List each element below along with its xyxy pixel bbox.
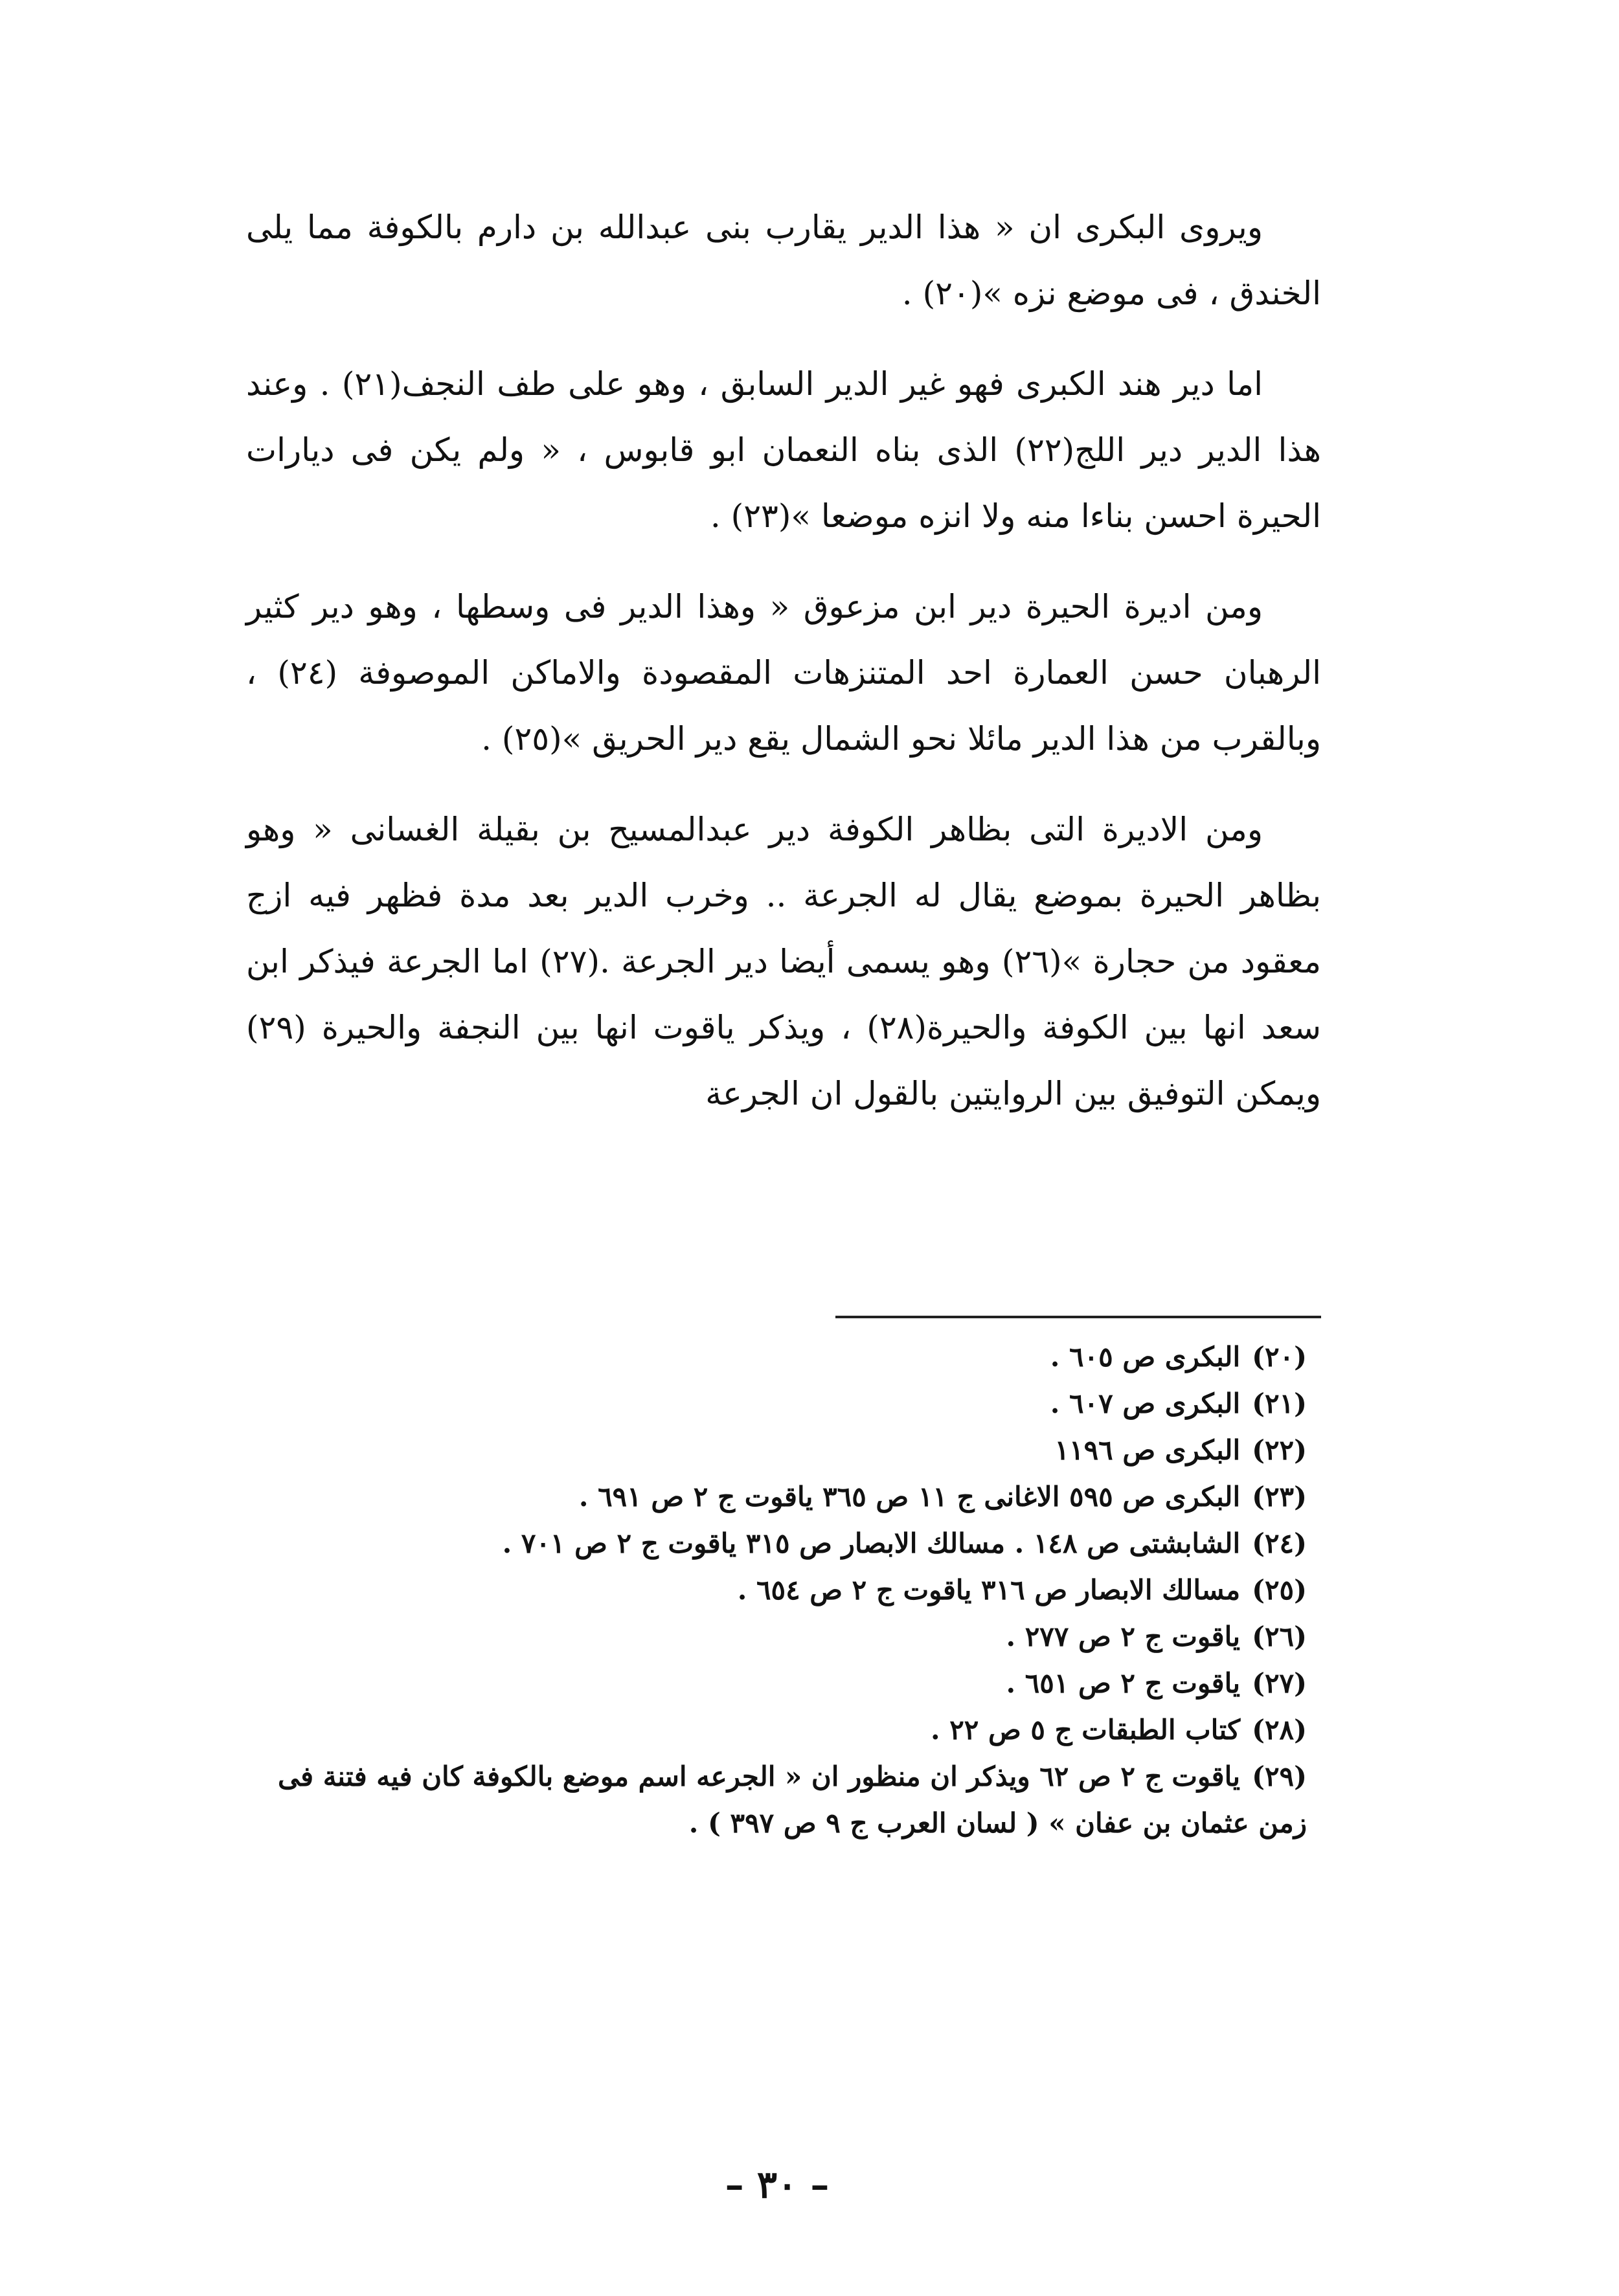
footnote-text: ياقوت ج ٢ ص ٦٢ ويذكر ان منظور ان « الجرعه اسم موضع بالكوفة كان فيه فتنة فى زمن عثمان بن عفان » ( لسان العرب ج ٩ ص ٣٩٧ ) . — [278, 1761, 1307, 1839]
footnote-20 — [246, 1334, 1321, 1380]
footnote-number: ( ٢٥ ) — [1252, 1567, 1307, 1614]
footnote-number: ( ٢٧ ) — [1252, 1660, 1307, 1707]
footnote-28 — [246, 1707, 1321, 1753]
page-number: – ٣٠ – — [725, 2163, 830, 2207]
footnote-24 — [246, 1520, 1321, 1567]
footnote-text: ياقوت ج ٢ ص ٢٧٧ . — [1006, 1621, 1241, 1652]
footnote-number: ( ٢٢ ) — [1252, 1427, 1307, 1474]
footnote-number: ( ٢٨ ) — [1252, 1707, 1307, 1753]
footnote-text: البكرى ص ٦٠٥ . — [1050, 1341, 1241, 1373]
footnote-text: البكرى ص ٦٠٧ . — [1050, 1388, 1241, 1419]
footnote-21 — [246, 1380, 1321, 1427]
footnote-26 — [246, 1614, 1321, 1660]
footnote-text: البكرى ص ٥٩٥ الاغانى ج ١١ ص ٣٦٥ ياقوت ج ٢ ص ٦٩١ . — [578, 1481, 1241, 1513]
footnote-29 — [246, 1753, 1321, 1847]
paragraph-2: اما دير هند الكبرى فهو غير الدير السابق ، وهو على طف النجف(٢١) . وعند هذا الدير دير اللج(٢٢) الذى بناه النعمان ابو قابوس ، « ولم يكن فى ديارات الحيرة احسن بناءا منه ولا انزه موضعا »(٢٣) . — [246, 365, 1321, 535]
footnote-text: الشابشتى ص ١٤٨ . مسالك الابصار ص ٣١٥ ياقوت ج ٢ ص ٧٠١ . — [502, 1527, 1241, 1559]
footnote-number: ( ٢٦ ) — [1252, 1614, 1307, 1660]
footnote-text: مسالك الابصار ص ٣١٦ ياقوت ج ٢ ص ٦٥٤ . — [737, 1574, 1241, 1606]
footnote-text: البكرى ص ١١٩٦ — [1054, 1434, 1241, 1466]
footnote-number: ( ٢٠ ) — [1252, 1334, 1307, 1380]
footnote-25 — [246, 1567, 1321, 1614]
paragraph-3: ومن اديرة الحيرة دير ابن مزعوق « وهذا الدير فى وسطها ، وهو دير كثير الرهبان حسن العمارة احد المتنزهات المقصودة والاماكن الموصوفة (٢٤) ، وبالقرب من هذا الدير مائلا نحو الشمال يقع دير الحريق »(٢٥) . — [246, 588, 1321, 758]
footnote-divider — [835, 1316, 1321, 1318]
footnote-27 — [246, 1660, 1321, 1707]
paragraph-4: ومن الاديرة التى بظاهر الكوفة دير عبدالمسيح بن بقيلة الغسانى « وهو بظاهر الحيرة بموضع يقال له الجرعة .. وخرب الدير بعد مدة فظهر فيه ازج معقود من حجارة »(٢٦) وهو يسمى أيضا دير الجرعة .(٢٧) اما الجرعة فيذكر ابن سعد انها بين الكوفة والحيرة(٢٨) ، ويذكر ياقوت انها بين النجفة والحيرة (٢٩) ويمكن التوفيق بين الروايتين بالقول ان الجرعة — [246, 811, 1321, 1112]
footnote-23 — [246, 1474, 1321, 1520]
footnote-number: ( ٢٩ ) — [1252, 1753, 1307, 1800]
footnote-number: ( ٢٤ ) — [1252, 1520, 1307, 1567]
main-text — [246, 194, 1321, 1151]
footnote-text: كتاب الطبقات ج ٥ ص ٢٢ . — [930, 1714, 1241, 1746]
footnotes — [246, 1334, 1321, 1847]
footnote-number: ( ٢١ ) — [1252, 1380, 1307, 1427]
footnote-22 — [246, 1427, 1321, 1474]
footnote-text: ياقوت ج ٢ ص ٦٥١ . — [1006, 1667, 1241, 1699]
footnote-number: ( ٢٣ ) — [1252, 1474, 1307, 1520]
paragraph-1: ويروى البكرى ان « هذا الدير يقارب بنى عبدالله بن دارم بالكوفة مما يلى الخندق ، فى موضع نزه »(٢٠) . — [246, 208, 1321, 312]
